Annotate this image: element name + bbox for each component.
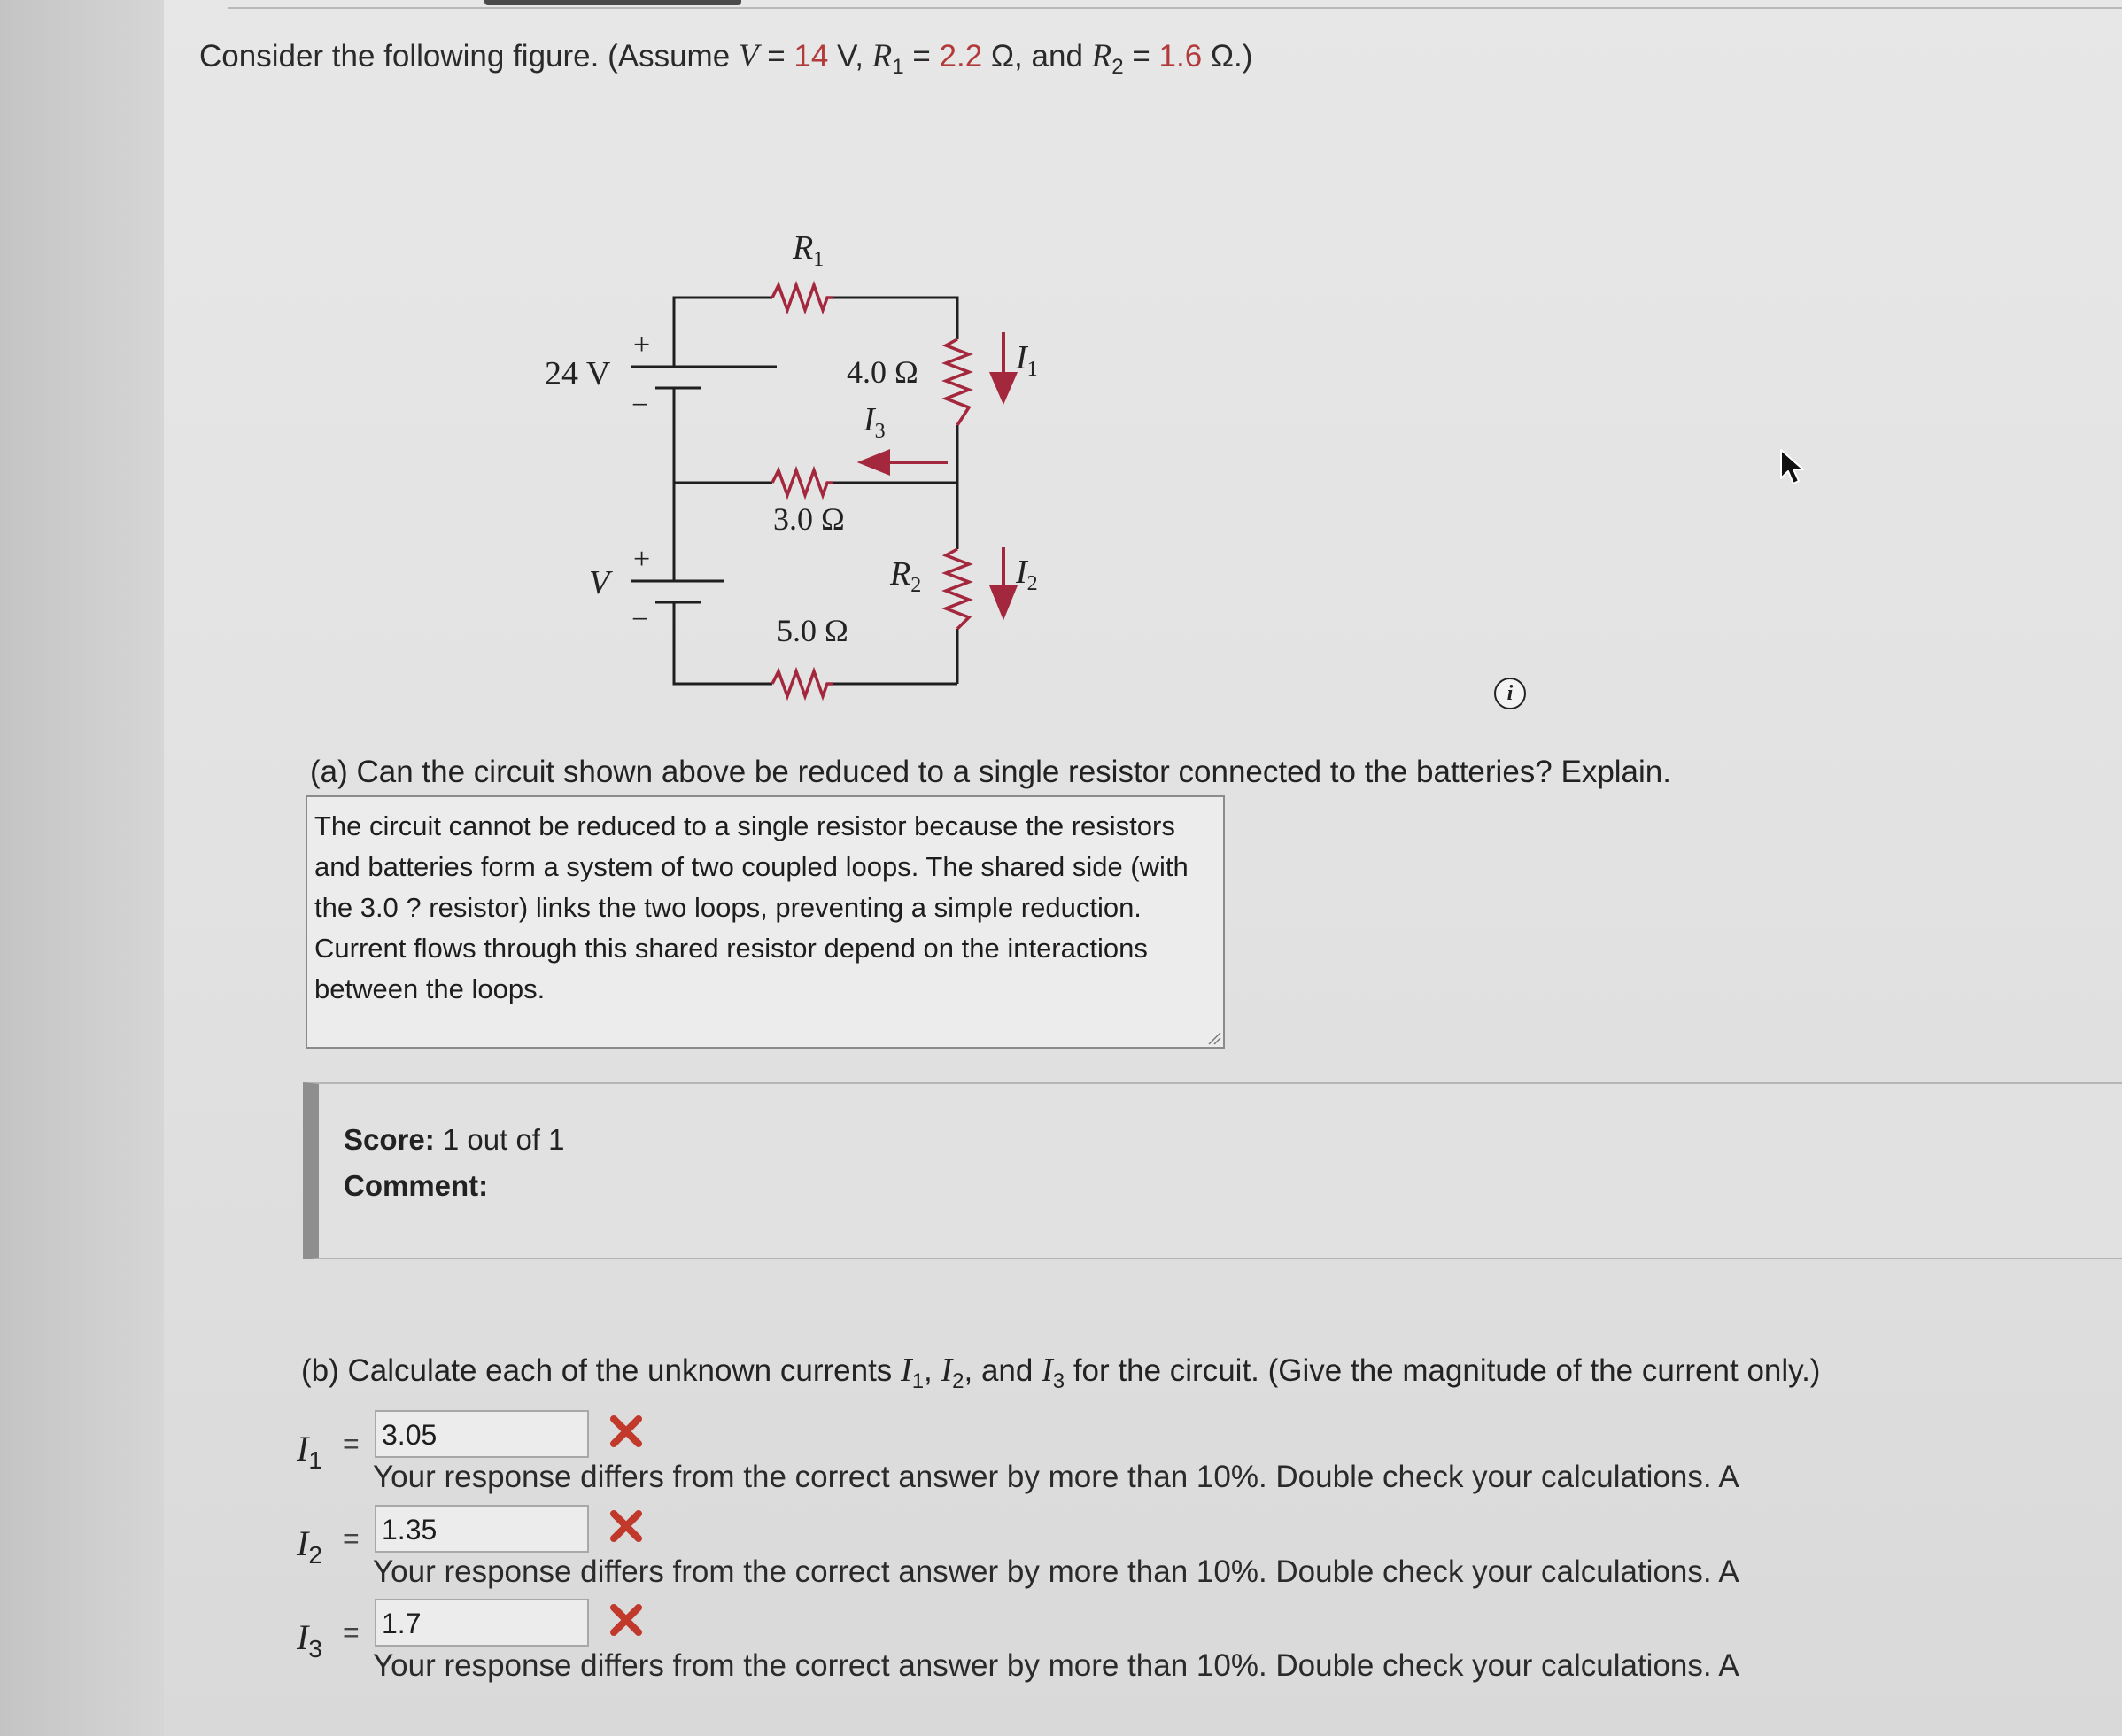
- r1-eq: =: [903, 39, 940, 74]
- answer-label-i1: [297, 1428, 322, 1475]
- label-i2: [1015, 554, 1038, 595]
- answer-feedback-i2: Your response differs from the correct answer by more than 10%. Double check your calculations. A: [373, 1554, 1739, 1589]
- part-b-i2-sub: 2: [952, 1369, 964, 1393]
- answer-label-i1-sub: 1: [308, 1446, 322, 1474]
- r1-unit: Ω, and: [982, 39, 1092, 74]
- arrow-i1-head: [992, 374, 1015, 400]
- comment-label: Comment:: [344, 1169, 489, 1202]
- label-v: V: [589, 564, 610, 601]
- r2-sub: 2: [1111, 55, 1124, 79]
- label-24v: 24 V: [545, 355, 611, 392]
- label-i3: [863, 401, 886, 443]
- wire-top-left: [674, 298, 777, 367]
- resistor-r1: [772, 285, 833, 310]
- answer-feedback-i3: Your response differs from the correct answer by more than 10%. Double check your calculations. A: [373, 1648, 1739, 1683]
- label-r2-main: R: [890, 555, 911, 593]
- arrow-i3-head: [862, 452, 888, 473]
- label-i2-sub: 2: [1026, 572, 1038, 595]
- part-b-i1-sub: 1: [911, 1369, 925, 1393]
- part-b-q-prefix: (b) Calculate each of the unknown currents: [301, 1353, 902, 1388]
- part-b-sep1: ,: [924, 1353, 941, 1388]
- answer-feedback-i1: Your response differs from the correct answer by more than 10%. Double check your calculations. A: [373, 1460, 1739, 1494]
- part-a-answer-textarea[interactable]: [306, 795, 1225, 1049]
- wire-bottom-left: [674, 602, 772, 684]
- part-b-i1: I: [901, 1352, 912, 1389]
- v-value: 14: [794, 39, 829, 74]
- label-i3-sub: 3: [874, 420, 886, 443]
- top-bar: [228, 0, 2122, 9]
- label-minus-top: −: [631, 389, 649, 422]
- part-a-answer-text: The circuit cannot be reduced to a single resistor because the resistors and batteries form a system of two coupled loops. The shared side (with the 3.0 ? resistor) links the two loops, preventing a simple reduction. Current flows through this shared resistor depend on the interactions between the loops.: [314, 810, 1189, 1004]
- v-unit: V,: [828, 39, 872, 74]
- answer-row-i2: [297, 1505, 1979, 1602]
- comment-line: [344, 1169, 488, 1203]
- answer-label-i2-main: I: [297, 1523, 309, 1563]
- wire-left-mid: [674, 388, 772, 483]
- left-gutter: [0, 0, 164, 1736]
- label-i1-main: I: [1016, 339, 1027, 376]
- question-prefix: Consider the following figure. (Assume: [199, 39, 739, 74]
- r2-eq: =: [1123, 39, 1159, 74]
- label-3ohm: 3.0 Ω: [773, 501, 845, 537]
- r2-value: 1.6: [1158, 39, 1203, 74]
- part-a-question: (a) Can the circuit shown above be reduced to a single resistor connected to the batteries? Explain.: [310, 755, 1671, 789]
- r1-symbol: R: [871, 38, 893, 74]
- circuit-diagram: [368, 213, 1076, 709]
- r1-sub: 1: [892, 55, 904, 79]
- answer-eq-i1: =: [343, 1428, 360, 1460]
- part-b-question: [301, 1351, 1820, 1394]
- page: [164, 0, 2122, 1736]
- score-panel: [303, 1082, 2122, 1259]
- label-r1-main: R: [793, 229, 814, 267]
- part-b-sep2: , and: [964, 1353, 1042, 1388]
- label-i3-main: I: [864, 401, 875, 438]
- answer-row-i3: [297, 1599, 1979, 1696]
- label-r2: [889, 555, 921, 597]
- answer-label-i3: [297, 1616, 322, 1663]
- question-text: [199, 37, 1252, 80]
- info-icon[interactable]: i: [1494, 678, 1526, 709]
- resistor-5ohm: [772, 671, 833, 696]
- answer-eq-i2: =: [343, 1523, 360, 1554]
- label-4ohm: 4.0 Ω: [847, 354, 918, 390]
- answer-input-i3[interactable]: 1.7: [375, 1599, 589, 1647]
- wrong-x-icon: [608, 1414, 644, 1449]
- score-line: [344, 1123, 565, 1157]
- label-r1-sub: 1: [813, 248, 825, 271]
- score-label: Score:: [344, 1123, 435, 1156]
- tab-indicator: [484, 0, 741, 5]
- resistor-3ohm: [772, 470, 833, 495]
- score-value: 1 out of 1: [434, 1123, 565, 1156]
- answer-label-i1-main: I: [297, 1429, 309, 1469]
- mouse-pointer-icon: [1777, 448, 1808, 487]
- answer-label-i3-main: I: [297, 1617, 309, 1657]
- v-eq: =: [758, 39, 794, 74]
- part-b-i2: I: [941, 1352, 953, 1389]
- part-b-i3-sub: 3: [1052, 1369, 1065, 1393]
- label-i1: [1015, 339, 1038, 381]
- answer-eq-i3: =: [343, 1616, 360, 1648]
- r2-symbol: R: [1091, 38, 1112, 74]
- label-plus-top: +: [633, 329, 651, 361]
- label-r1: [792, 229, 824, 271]
- part-b-i3: I: [1042, 1352, 1053, 1389]
- wrong-x-icon: [608, 1602, 644, 1638]
- answer-row-i1: [297, 1410, 1979, 1507]
- battery-24v: [631, 367, 724, 388]
- label-i2-main: I: [1016, 554, 1027, 591]
- answer-label-i2: [297, 1523, 322, 1569]
- battery-v: [631, 581, 724, 602]
- label-5ohm: 5.0 Ω: [777, 613, 848, 648]
- answer-input-i1[interactable]: 3.05: [375, 1410, 589, 1458]
- resistor-4ohm: [946, 339, 969, 425]
- v-symbol: V: [738, 38, 759, 74]
- resistor-r2: [946, 549, 969, 629]
- answer-input-i2[interactable]: 1.35: [375, 1505, 589, 1553]
- wire-mid-right: [833, 483, 957, 549]
- resize-grip-icon[interactable]: [1205, 1029, 1221, 1045]
- answer-label-i2-sub: 2: [308, 1541, 322, 1569]
- wrong-x-icon: [608, 1508, 644, 1544]
- circuit-figure: [368, 213, 1076, 709]
- part-b-q-suffix: for the circuit. (Give the magnitude of the current only.): [1065, 1353, 1821, 1388]
- r2-unit: Ω.): [1202, 39, 1253, 74]
- label-minus-bottom: −: [631, 603, 649, 636]
- answer-label-i3-sub: 3: [308, 1635, 322, 1662]
- wire-top-right: [833, 298, 957, 339]
- label-i1-sub: 1: [1026, 358, 1038, 381]
- label-r2-sub: 2: [910, 574, 922, 597]
- label-plus-bottom: +: [633, 543, 651, 576]
- r1-value: 2.2: [939, 39, 983, 74]
- arrow-i2-head: [992, 587, 1015, 616]
